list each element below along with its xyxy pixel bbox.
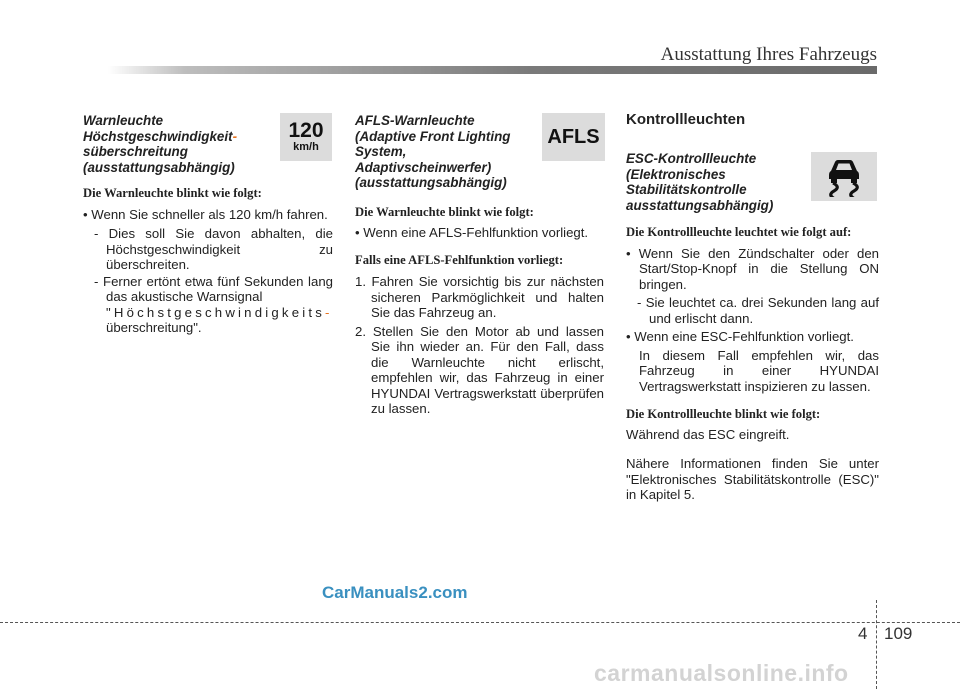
speed-icon-number: 120 xyxy=(288,119,324,142)
esc-title-line: Stabilitätskontrolle xyxy=(626,182,747,197)
speed-warning-title-line: Höchstgeschwindigkeit- xyxy=(83,128,238,144)
speed-warning-title-line: Warnleuchte xyxy=(83,113,164,128)
page-number: 109 xyxy=(884,624,913,643)
speed-warning-title-line: (ausstattungsabhängig) xyxy=(83,159,235,175)
esc-dash-1: - Sie leuchtet ca. drei Sekunden lang auf und erlischt dann. xyxy=(637,295,879,326)
speed-icon-unit: km/h xyxy=(293,141,319,153)
speed-warning-title-line: süberschreitung xyxy=(83,144,188,159)
esc-skid-car-icon xyxy=(811,152,877,201)
dash-2-text: - Ferner ertönt etwa fünf Sekunden lang das akustische Warnsignal xyxy=(94,273,333,304)
esc-title-line: ESC-Kontrollleuchte xyxy=(626,151,757,166)
footer-rule xyxy=(0,622,960,623)
afls-bullet: • Wenn eine AFLS-Fehlfunktion vorliegt. xyxy=(355,225,589,240)
afls-title-line: AFLS-Warnleuchte xyxy=(355,113,475,128)
afls-title-line: System, xyxy=(355,144,407,159)
esc-bullet-2: • Wenn eine ESC-Fehlfunktion vorliegt. xyxy=(626,329,854,344)
esc-car-graphic xyxy=(822,157,866,197)
chapter-number: 4 xyxy=(858,624,868,643)
watermark-bottom: carmanualsonline.info xyxy=(594,660,849,686)
footer-vertical-rule xyxy=(876,600,877,689)
esc-subhead-1: Die Kontrollleuchte leuchtet wie folgt auf: xyxy=(626,225,852,239)
esc-paragraph-2: Nähere Informationen finden Sie unter "Elektronisches Stabilitätskontrolle (ESC)" in Kapitel 5. xyxy=(626,456,879,502)
afls-warning-icon xyxy=(542,113,605,161)
esc-title-line: ausstattungsabhängig) xyxy=(626,197,774,213)
esc-paragraph-1: Während das ESC eingreift. xyxy=(626,426,790,442)
esc-title-line: (Elektronisches xyxy=(626,166,726,182)
header-rule xyxy=(108,66,877,74)
speed-warning-dash-1: - Dies soll Sie davon abhalten, die Höchstgeschwindigkeit zu überschreiten. xyxy=(94,226,333,272)
afls-title-line: (Adaptive Front Lighting xyxy=(355,128,511,144)
speed-warning-dash-2 xyxy=(83,274,333,336)
afls-title-line: Adaptivscheinwerfer) xyxy=(355,159,492,175)
afls-step-1: 1. Fahren Sie vorsichtig bis zur nächsten sicheren Parkmöglichkeit und halten Sie das Fahrzeug an. xyxy=(355,274,604,320)
afls-step-2: 2. Stellen Sie den Motor ab und lassen Sie ihn wieder an. Für den Fall, dass die Warnleuchte nicht erlischt, empfehlen wir, das Fahrzeug in einer HYUNDAI Vertragswerkstatt überprüfen zu lassen. xyxy=(355,323,604,416)
afls-subhead-2: Falls eine AFLS-Fehlfunktion vorliegt: xyxy=(355,252,564,267)
esc-bullet-1: • Wenn Sie den Zündschalter oder den Start/Stop-Knopf in die Stellung ON bringen. xyxy=(626,245,879,292)
page-header-title: Ausstattung Ihres Fahrzeugs xyxy=(660,44,877,65)
afls-subhead-1: Die Warnleuchte blinkt wie folgt: xyxy=(355,204,534,219)
section-title: Kontrollleuchten xyxy=(626,111,746,128)
watermark-top: CarManuals2.com xyxy=(322,583,468,602)
spaced-warning-text: "Höchstgeschwindigkeits- xyxy=(106,304,333,320)
esc-bullet-2-text: In diesem Fall empfehlen wir, das Fahrzeug in einer HYUNDAI Vertragswerkstatt inspizieren zu lassen. xyxy=(639,347,879,394)
speed-warning-bullet: • Wenn Sie schneller als 120 km/h fahren. xyxy=(83,206,328,222)
afls-title-line: (ausstattungsabhängig) xyxy=(355,175,507,190)
dash-2-end: überschreitung". xyxy=(106,320,202,335)
esc-subhead-2: Die Kontrollleuchte blinkt wie folgt: xyxy=(626,407,821,421)
hyphen-accent: - xyxy=(232,128,238,144)
afls-icon-label: AFLS xyxy=(547,125,600,148)
speed-limit-warning-icon xyxy=(280,113,332,161)
speed-warning-subhead: Die Warnleuchte blinkt wie folgt: xyxy=(83,186,262,200)
hyphen-accent: - xyxy=(325,304,333,320)
